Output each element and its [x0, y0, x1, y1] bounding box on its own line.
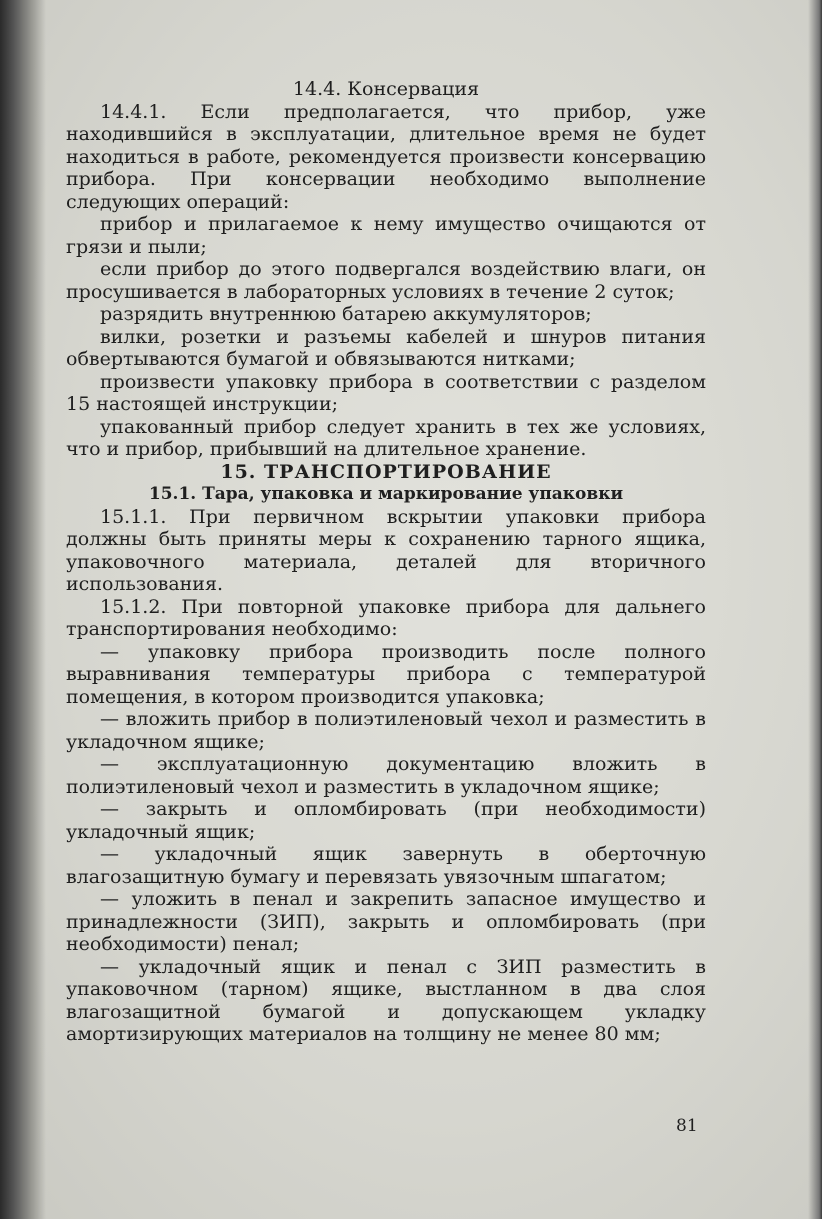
list-item: вилки, розетки и разъемы кабелей и шнуров питания обвертываются бумагой и обвязываются нитками; — [66, 325, 706, 370]
page-edge-shadow — [808, 0, 822, 1219]
subsection-heading-14-4: 14.4. Консервация — [292, 78, 480, 100]
page-number: 81 — [676, 1116, 698, 1136]
paragraph-14-4-1: 14.4.1. Если предполагается, что прибор, уже находившийся в эксплуатации, длительное время не будет находиться в работе, рекомендуется произвести консервацию прибора. При консервации необходимо выполнение следующих операций: — [66, 100, 706, 213]
list-item: прибор и прилагаемое к нему имущество очищаются от грязи и пыли; — [66, 213, 706, 258]
list-item: — уложить в пенал и закрепить запасное имущество и принадлежности (ЗИП), закрыть и опломбировать (при необходимости) пенал; — [66, 888, 706, 955]
list-item: произвести упаковку прибора в соответствии с разделом 15 настоящей инструкции; — [66, 370, 706, 415]
list-item: — укладочный ящик завернуть в оберточную влагозащитную бумагу и перевязать увязочным шпагатом; — [66, 843, 706, 888]
list-item: — вложить прибор в полиэтиленовый чехол и разместить в укладочном ящике; — [66, 708, 706, 753]
list-item: — укладочный ящик и пенал с ЗИП разместить в упаковочном (тарном) ящике, выстланном в два слоя влагозащитной бумагой и допускающем укладку амортизирующих материалов на толщину не менее 80 мм; — [66, 955, 706, 1045]
paragraph-15-1-1: 15.1.1. При первичном вскрытии упаковки прибора должны быть приняты меры к сохранению тарного ящика, упаковочного материала, деталей для вторичного использования. — [66, 505, 706, 595]
list-item: — эксплуатационную документацию вложить в полиэтиленовый чехол и разместить в укладочном ящике; — [66, 753, 706, 798]
subsection-heading-15-1: 15.1. Тара, упаковка и маркирование упаковки — [148, 484, 624, 504]
document-body — [66, 78, 706, 1046]
list-item: упакованный прибор следует хранить в тех же условиях, что и прибор, прибывший на длительное хранение. — [66, 415, 706, 460]
list-item: — закрыть и опломбировать (при необходимости) укладочный ящик; — [66, 798, 706, 843]
section-title-15: 15. ТРАНСПОРТИРОВАНИЕ — [220, 460, 552, 483]
list-item: разрядить внутреннюю батарею аккумуляторов; — [100, 303, 592, 325]
list-item: — упаковку прибора производить после полного выравнивания температуры прибора с температурой помещения, в котором производится упаковка; — [66, 640, 706, 708]
list-item: если прибор до этого подвергался воздействию влаги, он просушивается в лабораторных условиях в течение 2 суток; — [66, 258, 706, 303]
paragraph-15-1-2: 15.1.2. При повторной упаковке прибора для дальнего транспортирования необходимо: — [66, 595, 706, 640]
book-spine-shadow — [0, 0, 46, 1219]
